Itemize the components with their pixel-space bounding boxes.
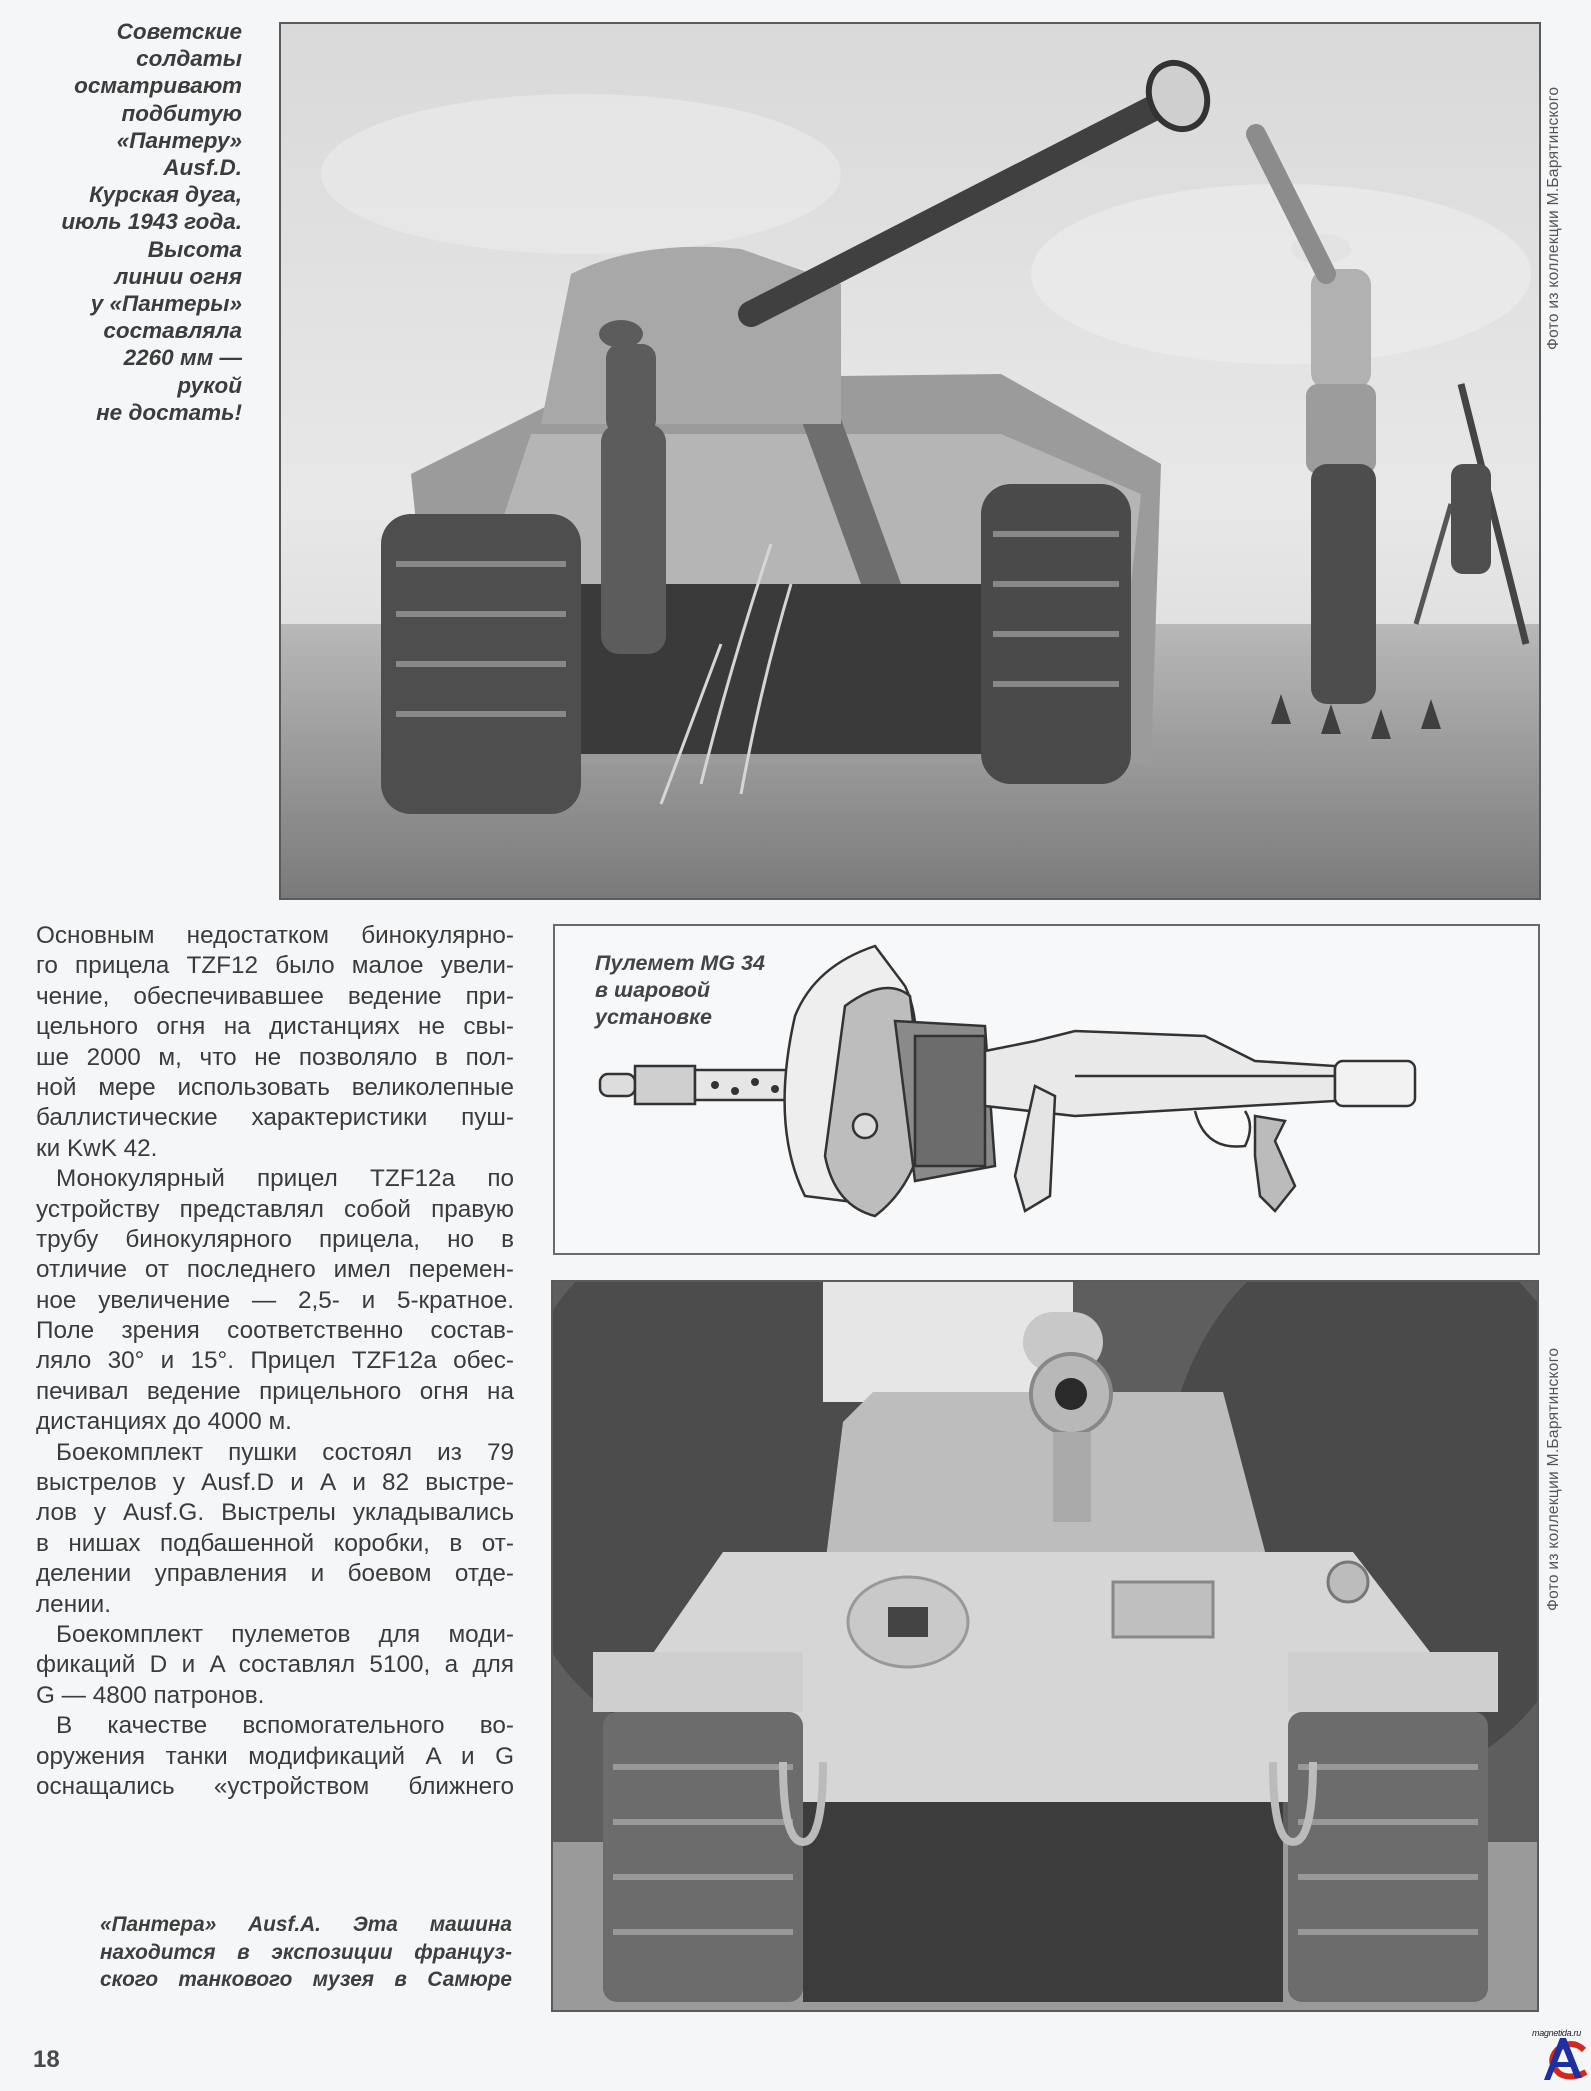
body-line: ной мере использовать великолепные <box>36 1073 514 1101</box>
body-line: Поле зрения соответственно состав- <box>36 1317 514 1345</box>
caption-line: «Пантера» Ausf.A. Эта машина <box>100 1913 512 1936</box>
caption-line: находится в экспозиции француз- <box>100 1940 512 1964</box>
mg34-drawing-figure <box>553 924 1540 1255</box>
body-line: баллистические характеристики пуш- <box>36 1104 514 1132</box>
page-number: 18 <box>33 2046 60 2073</box>
body-line: ше 2000 м, что не позволяло в пол- <box>36 1043 514 1071</box>
bottom-photo-panther-saumur <box>551 1280 1539 2012</box>
caption-line: солдаты <box>136 46 242 72</box>
caption-line: Ausf.D. <box>163 155 242 181</box>
body-line: ное увеличение — 2,5- и 5-кратное. <box>36 1286 514 1314</box>
body-line: В качестве вспомогательного во- <box>56 1712 514 1740</box>
caption-line: Советские <box>116 19 242 44</box>
caption-line: рукой <box>177 372 242 398</box>
body-line: отличие от последнего имел перемен- <box>36 1256 514 1284</box>
top-photo-panther-kursk <box>279 22 1541 900</box>
drawing-caption-line: установке <box>595 1005 712 1029</box>
caption-line: у «Пантеры» <box>90 291 242 317</box>
caption-line: 2260 мм — <box>123 345 242 371</box>
photo-credit-bottom: Фото из коллекции М.Барятинского <box>1545 1347 1562 1611</box>
caption-line: Высота <box>147 236 242 262</box>
drawing-caption-line: в шаровой <box>595 978 711 1002</box>
article-body <box>36 921 514 1802</box>
body-line: чение, обеспечивавшее ведение при- <box>36 982 514 1010</box>
caption-line: подбитую <box>121 100 242 126</box>
body-line: в нишах подбашенной коробки, в от- <box>36 1529 514 1557</box>
caption-line: линии огня <box>114 263 242 289</box>
panther-saumur-photo-image <box>553 1282 1537 2010</box>
top-photo-caption <box>20 18 242 426</box>
site-logo <box>1532 2028 1590 2086</box>
body-line: Боекомплект пушки состоял из 79 <box>56 1438 514 1466</box>
body-line: ки KwK 42. <box>36 1134 158 1162</box>
caption-line: Курская дуга, <box>89 182 242 208</box>
caption-line: не достать! <box>96 399 242 425</box>
body-line: выстрелов у Ausf.D и А и 82 выстре- <box>36 1469 514 1497</box>
body-line: устройству представлял собой правую <box>36 1195 514 1223</box>
caption-line: осматривают <box>74 73 242 99</box>
body-line: лов у Ausf.G. Выстрелы укладывались <box>36 1499 514 1527</box>
photo-credit-top: Фото из коллекции М.Барятинского <box>1545 86 1562 350</box>
panther-kursk-photo-image <box>281 24 1539 898</box>
body-line: го прицела TZF12 было малое увели- <box>36 952 514 980</box>
drawing-caption <box>595 950 765 1031</box>
body-line: Основным недостатком бинокулярно- <box>36 922 514 949</box>
body-line: трубу бинокулярного прицела, но в <box>36 1225 514 1253</box>
body-line: лении. <box>36 1590 112 1618</box>
body-line: печивал ведение прицельного огня на <box>36 1377 514 1405</box>
caption-line: июль 1943 года. <box>61 209 242 235</box>
bottom-photo-caption <box>100 1911 512 1994</box>
caption-line: «Пантеру» <box>116 127 242 153</box>
drawing-caption-line: Пулемет MG 34 <box>595 951 765 975</box>
body-line: делении управления и боевом отде- <box>36 1560 514 1588</box>
body-line: оснащались «устройством ближнего <box>36 1772 514 1800</box>
caption-line: составляла <box>103 318 242 344</box>
body-line: G — 4800 патронов. <box>36 1681 265 1709</box>
body-line: оружения танки модификаций A и G <box>36 1742 514 1770</box>
body-line: фикаций D и A составлял 5100, а для <box>36 1651 514 1679</box>
logo-text: magnetida.ru <box>1532 2028 1581 2038</box>
body-line: Монокулярный прицел TZF12a по <box>56 1165 514 1193</box>
caption-line: ского танкового музея в Самюре <box>100 1968 512 1991</box>
body-line: цельного огня на дистанциях не свы- <box>36 1013 514 1041</box>
body-line: ляло 30° и 15°. Прицел TZF12a обес- <box>36 1347 514 1375</box>
body-line: Боекомплект пулеметов для моди- <box>56 1620 514 1648</box>
body-line: дистанциях до 4000 м. <box>36 1408 292 1436</box>
